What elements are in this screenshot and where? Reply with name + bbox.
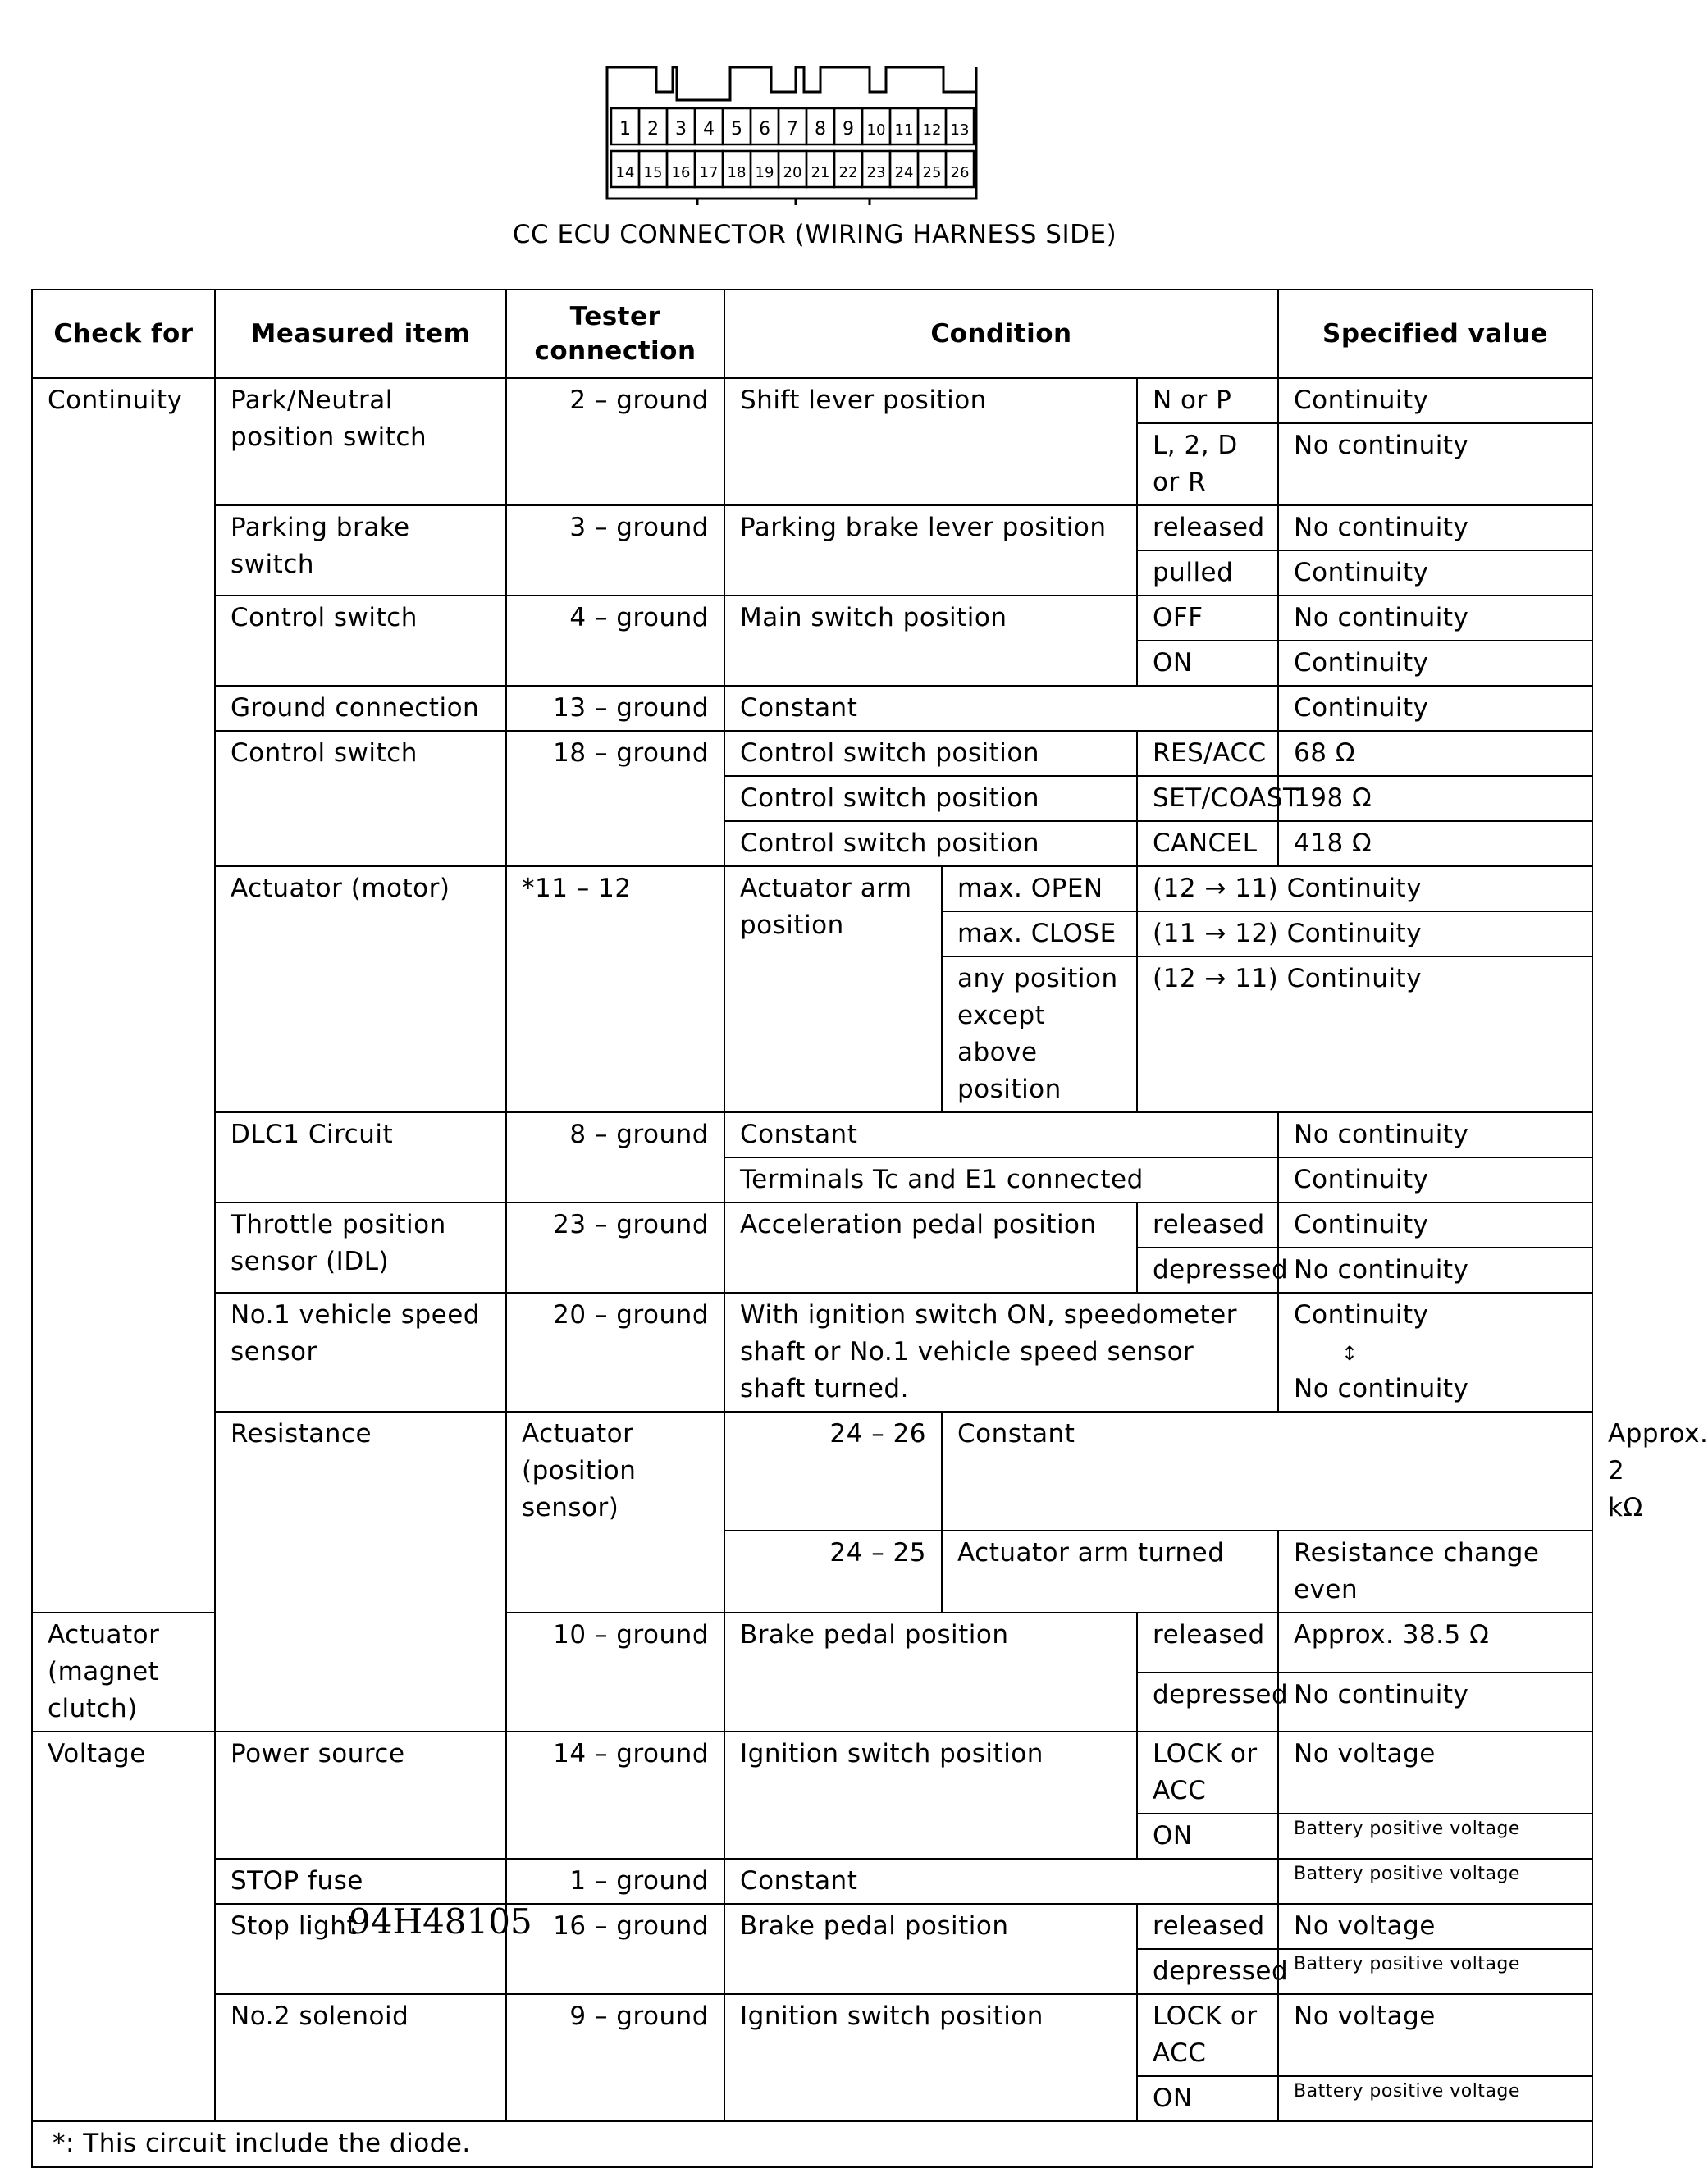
specified-value: No continuity bbox=[1278, 423, 1592, 505]
table-header-row bbox=[32, 290, 1592, 378]
connector-pin-label: 9 bbox=[843, 119, 854, 139]
header-check-for: Check for bbox=[32, 290, 215, 378]
condition-value: released bbox=[1137, 1904, 1278, 1949]
connector-pin-label: 21 bbox=[811, 164, 830, 181]
tester-connection: 10 – ground bbox=[506, 1613, 724, 1732]
table-row bbox=[32, 1203, 1592, 1248]
specified-value: (12 → 11) Continuity bbox=[1137, 866, 1592, 911]
connector-pin-label: 25 bbox=[922, 164, 942, 181]
measured-item: Parking brake switch bbox=[215, 505, 506, 596]
connector-caption: CC ECU CONNECTOR (WIRING HARNESS SIDE) bbox=[512, 220, 1117, 249]
connector-pin-label: 12 bbox=[922, 121, 942, 139]
connector-pin-label: 16 bbox=[671, 164, 691, 181]
condition-value: depressed bbox=[1137, 1248, 1278, 1293]
condition-value: RES/ACC bbox=[1137, 731, 1278, 776]
ecu-connector-diagram bbox=[599, 59, 984, 215]
specified-value: 68 Ω bbox=[1278, 731, 1592, 776]
measured-item: Power source bbox=[215, 1732, 506, 1859]
measured-item: Actuator (magnet clutch) bbox=[32, 1613, 215, 1732]
condition: Shift lever position bbox=[724, 378, 1137, 505]
condition: Terminals Tc and E1 connected bbox=[724, 1157, 1278, 1203]
connector-pin-label: 15 bbox=[643, 164, 663, 181]
connector-pin-label: 23 bbox=[866, 164, 886, 181]
connector-pin-label: 26 bbox=[950, 164, 970, 181]
condition-value: released bbox=[1137, 1203, 1278, 1248]
measured-item: DLC1 Circuit bbox=[215, 1112, 506, 1203]
specified-value: Continuity bbox=[1278, 550, 1592, 596]
condition: Constant bbox=[724, 686, 1278, 731]
tester-connection: 2 – ground bbox=[506, 378, 724, 505]
measured-item: Throttle position sensor (IDL) bbox=[215, 1203, 506, 1293]
tester-connection: 24 – 26 bbox=[724, 1412, 942, 1531]
header-specified-value: Specified value bbox=[1278, 290, 1592, 378]
tester-connection: 13 – ground bbox=[506, 686, 724, 731]
tester-connection: *11 – 12 bbox=[506, 866, 724, 1112]
inspection-table bbox=[31, 289, 1708, 2168]
table-row bbox=[32, 1732, 1592, 1814]
specified-value: Battery positive voltage bbox=[1278, 1859, 1592, 1904]
tester-connection: 24 – 25 bbox=[724, 1531, 942, 1613]
table-row bbox=[32, 1293, 1592, 1412]
connector-pin-label: 18 bbox=[727, 164, 747, 181]
condition: Actuator arm position bbox=[724, 866, 942, 1112]
specified-value: No continuity bbox=[1278, 1673, 1592, 1732]
connector-pin-label: 5 bbox=[731, 119, 742, 139]
condition-value: any position except above position bbox=[942, 956, 1137, 1112]
measured-item: Actuator (motor) bbox=[215, 866, 506, 1112]
condition: Constant bbox=[724, 1112, 1278, 1157]
table-row bbox=[32, 731, 1592, 776]
header-tester-connection: Tester connection bbox=[506, 290, 724, 378]
measured-item: Stop light bbox=[215, 1904, 506, 1994]
table-row bbox=[32, 378, 1592, 423]
specified-value: (12 → 11) Continuity bbox=[1137, 956, 1592, 1112]
connector-pin-label: 17 bbox=[699, 164, 719, 181]
condition-value: LOCK or ACC bbox=[1137, 1994, 1278, 2076]
condition-value: ON bbox=[1137, 641, 1278, 686]
specified-value: Approx. 38.5 Ω bbox=[1278, 1613, 1592, 1673]
table-row: Resistance Actuator (position sensor) 24 – 26 Constant Approx. 2 kΩ bbox=[32, 1412, 1592, 1531]
condition: Main switch position bbox=[724, 596, 1137, 686]
table-row bbox=[32, 686, 1592, 731]
condition-value: LOCK or ACC bbox=[1137, 1732, 1278, 1814]
specified-value: No continuity bbox=[1278, 505, 1592, 550]
condition-value: OFF bbox=[1137, 596, 1278, 641]
specified-value: No continuity bbox=[1278, 596, 1592, 641]
measured-item: STOP fuse bbox=[215, 1859, 506, 1904]
condition: Ignition switch position bbox=[724, 1994, 1137, 2121]
value-off: No continuity bbox=[1294, 1374, 1469, 1403]
tester-connection: 16 – ground bbox=[506, 1904, 724, 1994]
tester-connection: 1 – ground bbox=[506, 1859, 724, 1904]
condition-value: pulled bbox=[1137, 550, 1278, 596]
specified-value: No continuity bbox=[1278, 1112, 1592, 1157]
specified-value: Battery positive voltage bbox=[1278, 1814, 1592, 1859]
table-row bbox=[32, 1112, 1592, 1157]
specified-value: No voltage bbox=[1278, 1994, 1592, 2076]
condition: Control switch position bbox=[724, 731, 1137, 776]
connector-pin-label: 10 bbox=[866, 121, 886, 139]
footnote-row bbox=[32, 2121, 1592, 2167]
specified-value: Continuity bbox=[1278, 641, 1592, 686]
condition-value: released bbox=[1137, 1613, 1278, 1673]
condition-value: max. OPEN bbox=[942, 866, 1137, 911]
specified-value: No voltage bbox=[1278, 1732, 1592, 1814]
group-voltage: Voltage bbox=[32, 1732, 215, 2121]
connector-pin-label: 13 bbox=[950, 121, 970, 139]
tester-connection: 14 – ground bbox=[506, 1732, 724, 1859]
condition: Brake pedal position bbox=[724, 1904, 1137, 1994]
condition-value: max. CLOSE bbox=[942, 911, 1137, 956]
table-row bbox=[32, 1904, 1592, 1949]
measured-item: No.2 solenoid bbox=[215, 1994, 506, 2121]
measured-item: Ground connection bbox=[215, 686, 506, 731]
table-row bbox=[32, 1994, 1592, 2076]
condition: Constant bbox=[942, 1412, 1592, 1531]
specified-value: Continuity bbox=[1278, 686, 1592, 731]
value-on: Continuity bbox=[1294, 1300, 1429, 1330]
condition: Acceleration pedal position bbox=[724, 1203, 1137, 1293]
connector-pin-label: 22 bbox=[838, 164, 858, 181]
condition: Parking brake lever position bbox=[724, 505, 1137, 596]
specified-value: Battery positive voltage bbox=[1278, 2076, 1592, 2121]
specified-value: (11 → 12) Continuity bbox=[1137, 911, 1592, 956]
group-continuity: Continuity bbox=[32, 378, 215, 1613]
tester-connection: 9 – ground bbox=[506, 1994, 724, 2121]
connector-pin-label: 20 bbox=[783, 164, 802, 181]
condition-value: N or P bbox=[1137, 378, 1278, 423]
group-resistance: Resistance bbox=[215, 1412, 506, 1732]
table-row bbox=[32, 596, 1592, 641]
condition: Brake pedal position bbox=[724, 1613, 1137, 1732]
table-row bbox=[32, 1859, 1592, 1904]
condition-value: SET/COAST bbox=[1137, 776, 1278, 821]
specified-value: 418 Ω bbox=[1278, 821, 1592, 866]
condition-value: ON bbox=[1137, 2076, 1278, 2121]
specified-value: Continuity bbox=[1278, 1157, 1592, 1203]
specified-value bbox=[1278, 1293, 1592, 1412]
condition: Actuator arm turned bbox=[942, 1531, 1278, 1613]
condition: Ignition switch position bbox=[724, 1732, 1137, 1859]
connector-pin-label: 19 bbox=[755, 164, 774, 181]
table-row bbox=[32, 866, 1592, 911]
connector-pin-label: 7 bbox=[787, 119, 798, 139]
header-measured-item: Measured item bbox=[215, 290, 506, 378]
connector-pin-label: 4 bbox=[703, 119, 715, 139]
figure-code: 94H48105 bbox=[349, 1901, 532, 1942]
specified-value: Continuity bbox=[1278, 1203, 1592, 1248]
specified-value: Continuity bbox=[1278, 378, 1592, 423]
measured-item: Actuator (position sensor) bbox=[506, 1412, 724, 1613]
measured-item: Control switch bbox=[215, 596, 506, 686]
connector-pin-label: 24 bbox=[894, 164, 914, 181]
condition-value: L, 2, D or R bbox=[1137, 423, 1278, 505]
condition: Control switch position bbox=[724, 776, 1137, 821]
tester-connection: 18 – ground bbox=[506, 731, 724, 866]
condition-value: released bbox=[1137, 505, 1278, 550]
connector-pin-label: 14 bbox=[615, 164, 635, 181]
condition-value: CANCEL bbox=[1137, 821, 1278, 866]
connector-pin-label: 1 bbox=[619, 119, 631, 139]
connector-pin-label: 3 bbox=[675, 119, 687, 139]
tester-connection: 23 – ground bbox=[506, 1203, 724, 1293]
condition: Constant bbox=[724, 1859, 1278, 1904]
connector-pin-label: 8 bbox=[815, 119, 826, 139]
tester-connection: 3 – ground bbox=[506, 505, 724, 596]
tester-connection: 4 – ground bbox=[506, 596, 724, 686]
connector-pin-label: 2 bbox=[647, 119, 659, 139]
measured-item: Control switch bbox=[215, 731, 506, 866]
table-row bbox=[32, 505, 1592, 550]
measured-item: No.1 vehicle speed sensor bbox=[215, 1293, 506, 1412]
specified-value: Resistance change even bbox=[1278, 1531, 1592, 1613]
condition-value: depressed bbox=[1137, 1949, 1278, 1994]
specified-value: 198 Ω bbox=[1278, 776, 1592, 821]
header-condition: Condition bbox=[724, 290, 1278, 378]
footnote: *: This circuit include the diode. bbox=[32, 2121, 1592, 2167]
connector-pin-label: 11 bbox=[894, 121, 914, 139]
specified-value: No voltage bbox=[1278, 1904, 1592, 1949]
condition: With ignition switch ON, speedometer shaft or No.1 vehicle speed sensor shaft turned. bbox=[724, 1293, 1278, 1412]
tester-connection: 20 – ground bbox=[506, 1293, 724, 1412]
condition-value: ON bbox=[1137, 1814, 1278, 1859]
up-down-arrow-icon: ↕ bbox=[1341, 1342, 1359, 1365]
measured-item: Park/Neutral position switch bbox=[215, 378, 506, 505]
condition-value: depressed bbox=[1137, 1673, 1278, 1732]
connector-pin-label: 6 bbox=[759, 119, 770, 139]
specified-value: Battery positive voltage bbox=[1278, 1949, 1592, 1994]
condition: Control switch position bbox=[724, 821, 1137, 866]
tester-connection: 8 – ground bbox=[506, 1112, 724, 1203]
specified-value: No continuity bbox=[1278, 1248, 1592, 1293]
